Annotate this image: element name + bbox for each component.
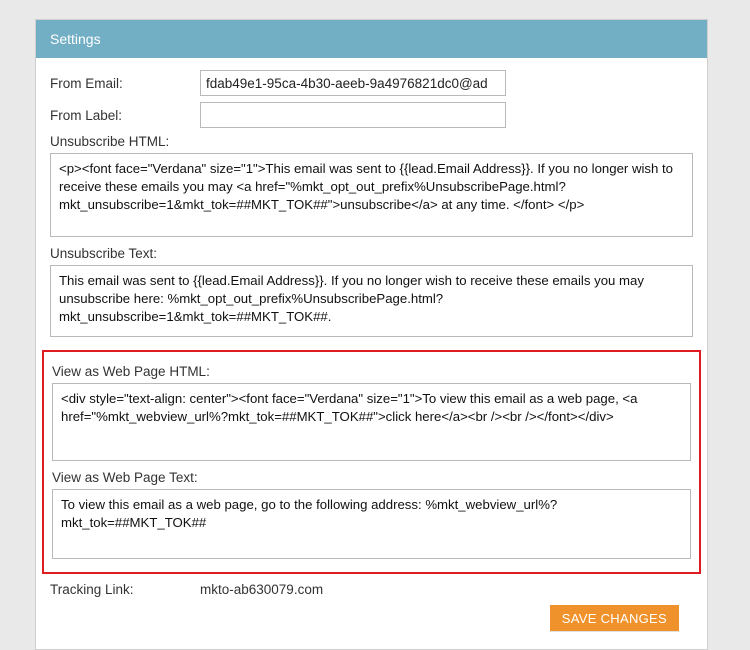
from-label-field[interactable] xyxy=(200,102,506,128)
panel-footer xyxy=(50,597,693,649)
from-email-row xyxy=(50,70,693,96)
from-label-row xyxy=(50,102,693,128)
webpage-html-label: View as Web Page HTML: xyxy=(52,364,210,379)
from-email-label: From Email: xyxy=(50,75,123,91)
unsubscribe-html-label: Unsubscribe HTML: xyxy=(50,134,170,149)
tracking-link-value: mkto-ab630079.com xyxy=(200,582,324,597)
from-label-label: From Label: xyxy=(50,107,123,123)
save-changes-button[interactable]: SAVE CHANGES xyxy=(550,605,679,631)
webpage-settings-highlight xyxy=(42,350,701,574)
webpage-text-label: View as Web Page Text: xyxy=(52,470,198,485)
tracking-link-label: Tracking Link: xyxy=(50,582,134,597)
panel-header xyxy=(36,20,707,58)
webpage-text-textarea[interactable] xyxy=(52,489,691,559)
panel-body xyxy=(36,58,707,649)
settings-panel xyxy=(35,19,708,650)
unsubscribe-text-label: Unsubscribe Text: xyxy=(50,246,158,261)
from-email-field[interactable] xyxy=(200,70,506,96)
unsubscribe-text-textarea[interactable] xyxy=(50,265,693,337)
unsubscribe-html-textarea[interactable] xyxy=(50,153,693,237)
webpage-html-textarea[interactable] xyxy=(52,383,691,461)
tracking-link-row xyxy=(50,582,693,597)
page-title: Settings xyxy=(50,31,101,47)
